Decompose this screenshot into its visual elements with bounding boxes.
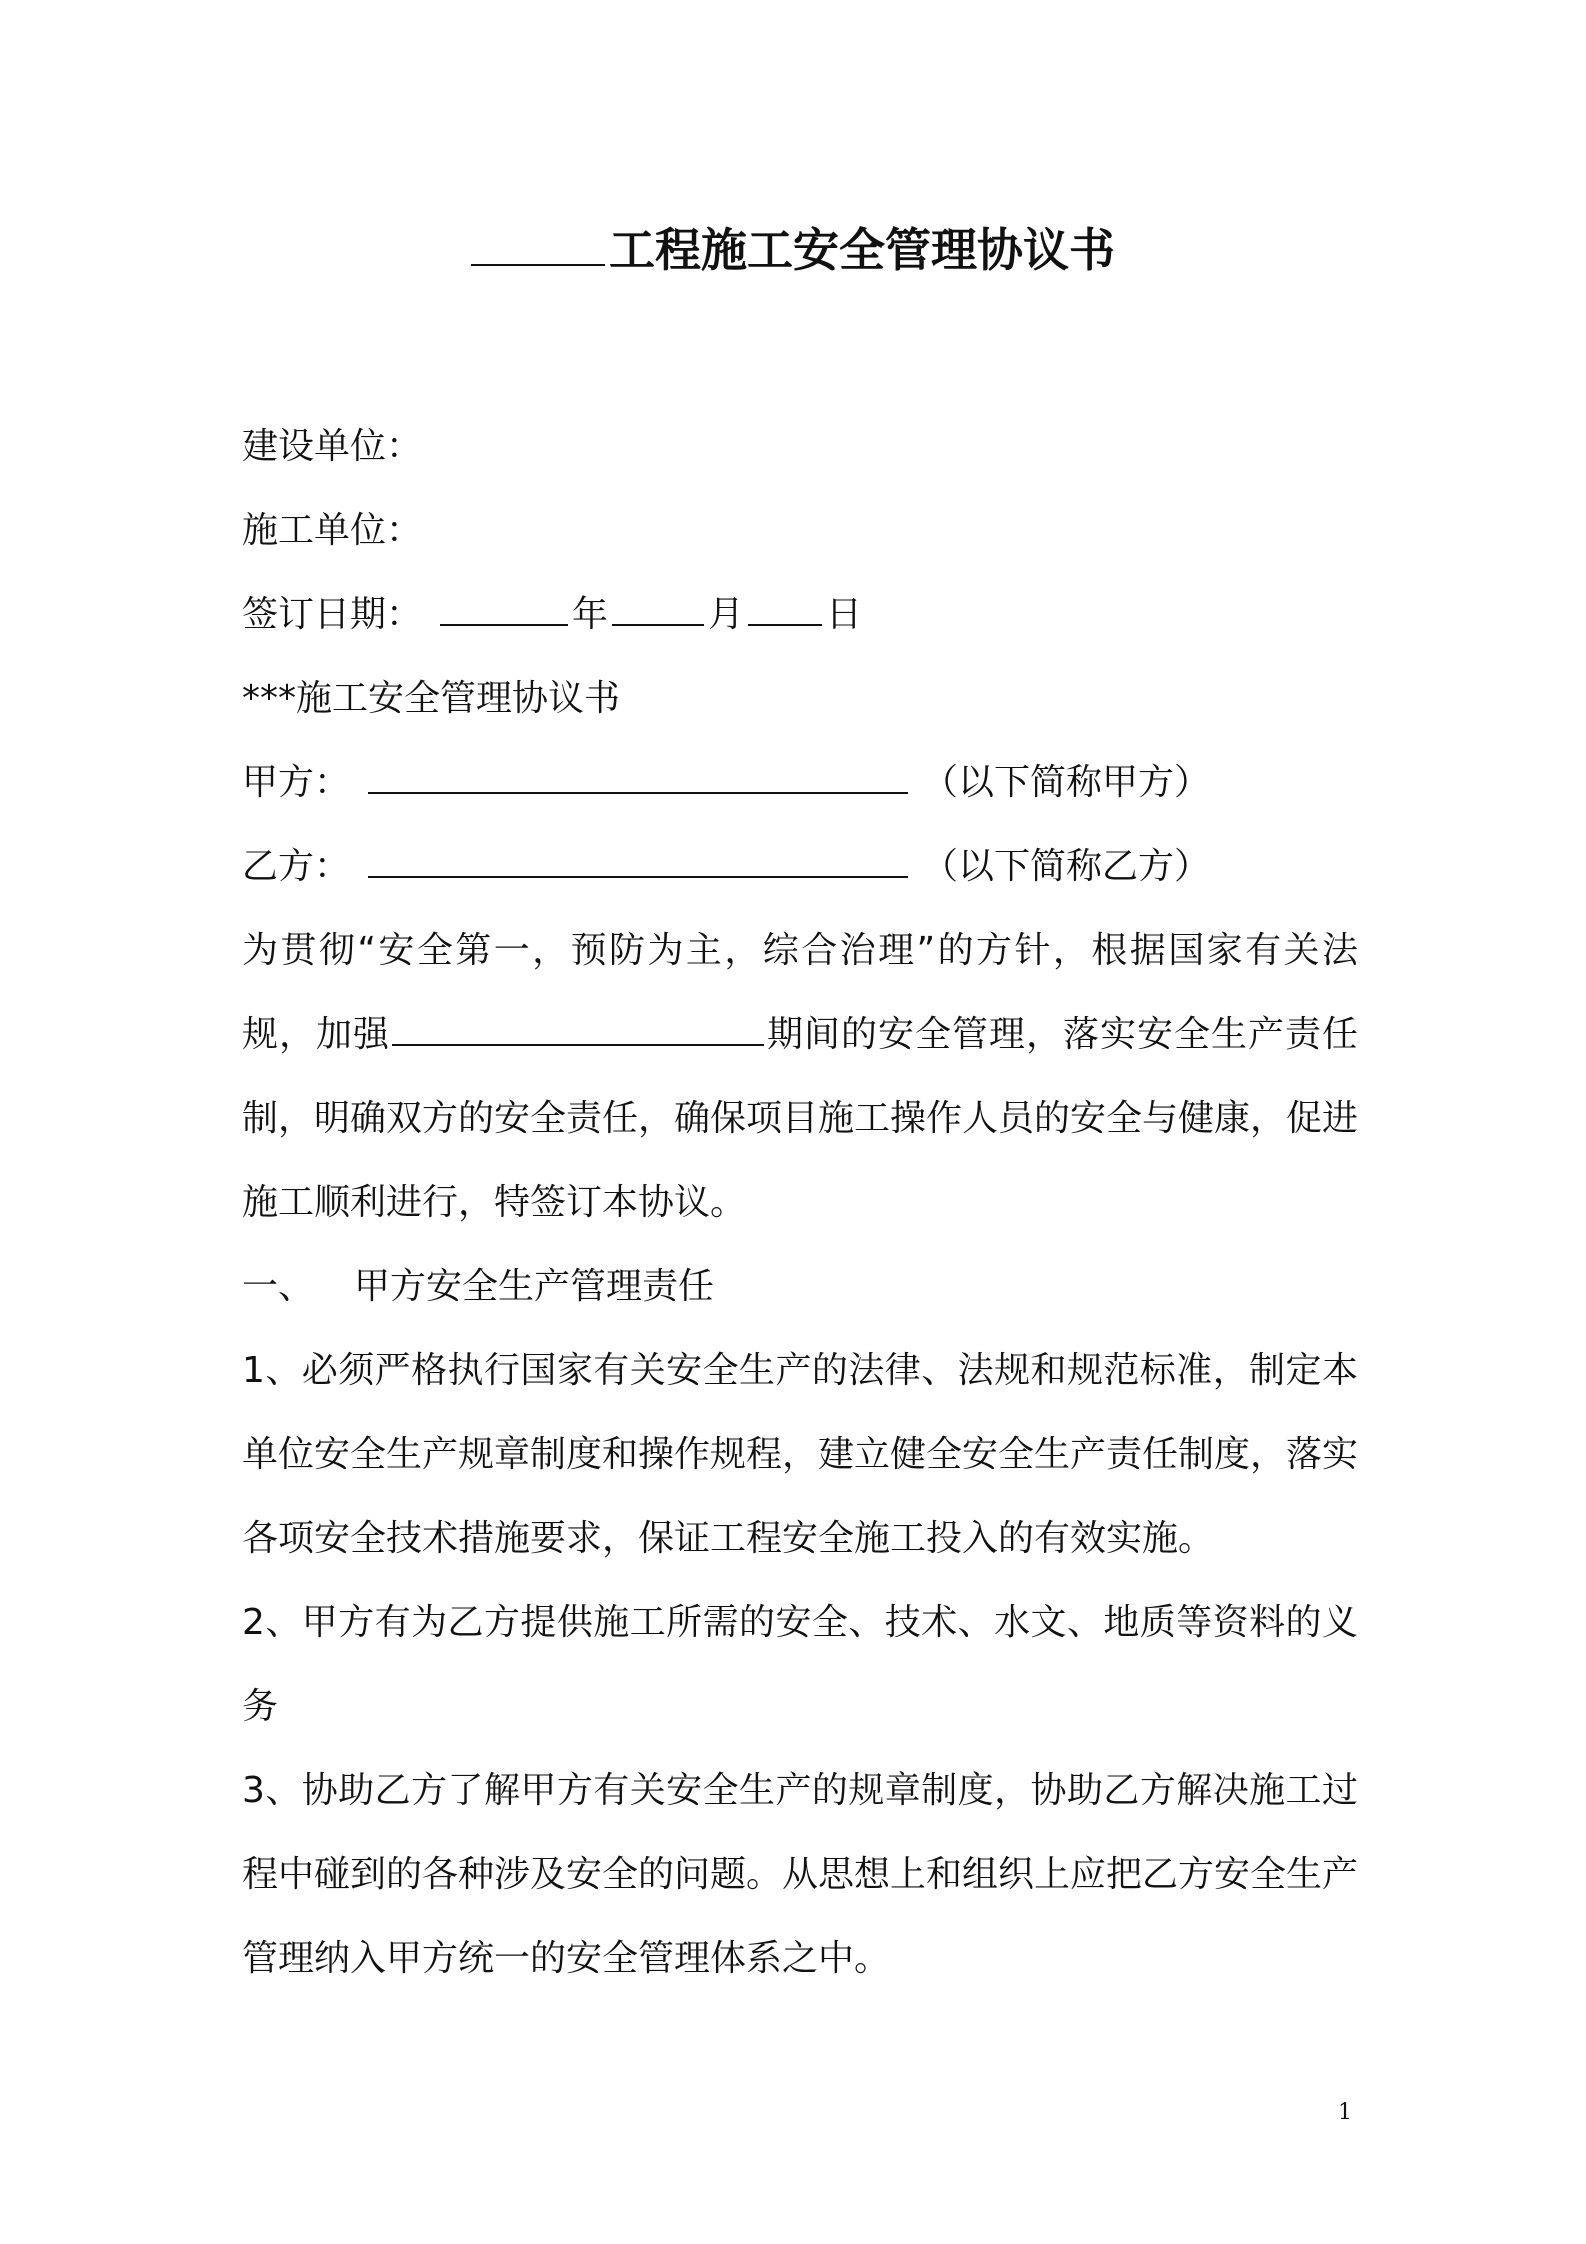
month-label: 月 (708, 594, 745, 635)
section-1-number: 一、 (242, 1266, 315, 1307)
party-b-note: （以下简称乙方） (922, 846, 1211, 887)
list-item: 1、必须严格执行国家有关安全生产的法律、法规和规范标准，制定本单位安全生产规章制度和操作规程，建立健全安全生产责任制度，落实各项安全技术措施要求，保证工程安全施工投入的有效实施。 (242, 1350, 1359, 1559)
party-a-label: 甲方： (242, 762, 351, 803)
day-label: 日 (826, 594, 863, 635)
document-title-text: 工程施工安全管理协议书 (609, 223, 1115, 277)
party-b-field (242, 825, 1358, 909)
sign-date-label: 签订日期： (242, 594, 423, 635)
intro-text-before: 为贯彻“安全第一，预防为主，综合治理”的方针，根据国家有关法规，加强 (242, 930, 1358, 1055)
project-period-blank (392, 1004, 764, 1046)
intro-text-after: 期间的安全管理，落实安全生产责任制，明确双方的安全责任，确保项目施工操作人员的安全与健康，促进施工顺利进行，特签订本协议。 (242, 1014, 1359, 1223)
party-b-blank (368, 836, 908, 878)
document-body (242, 405, 1358, 2001)
list-item: 2、甲方有为乙方提供施工所需的安全、技术、水文、地质等资料的义务 (242, 1602, 1358, 1727)
contractor-label: 施工单位： (242, 510, 423, 551)
section-1-title: 甲方安全生产管理责任 (354, 1266, 715, 1307)
party-b-label: 乙方： (242, 846, 351, 887)
month-blank (612, 584, 704, 626)
builder-label: 建设单位： (242, 426, 423, 467)
list-item: 3、协助乙方了解甲方有关安全生产的规章制度，协助乙方解决施工过程中碰到的各种涉及安全的问题。从思想上和组织上应把乙方安全生产管理纳入甲方统一的安全管理体系之中。 (242, 1770, 1359, 1979)
project-name-blank (471, 218, 605, 266)
party-a-blank (368, 752, 908, 794)
agreement-subtitle: ***施工安全管理协议书 (242, 678, 621, 719)
year-label: 年 (572, 594, 609, 635)
contractor-field (242, 489, 1358, 573)
builder-field (242, 405, 1358, 489)
party-a-field (242, 741, 1358, 825)
sign-date-field (242, 573, 1358, 657)
year-blank (440, 584, 568, 626)
document-title (0, 215, 1586, 285)
party-a-note: （以下简称甲方） (922, 762, 1211, 803)
day-blank (748, 584, 822, 626)
intro-paragraph (242, 909, 1358, 1245)
page-number: 1 (1338, 2100, 1352, 2125)
section-1-heading (242, 1245, 1358, 1329)
